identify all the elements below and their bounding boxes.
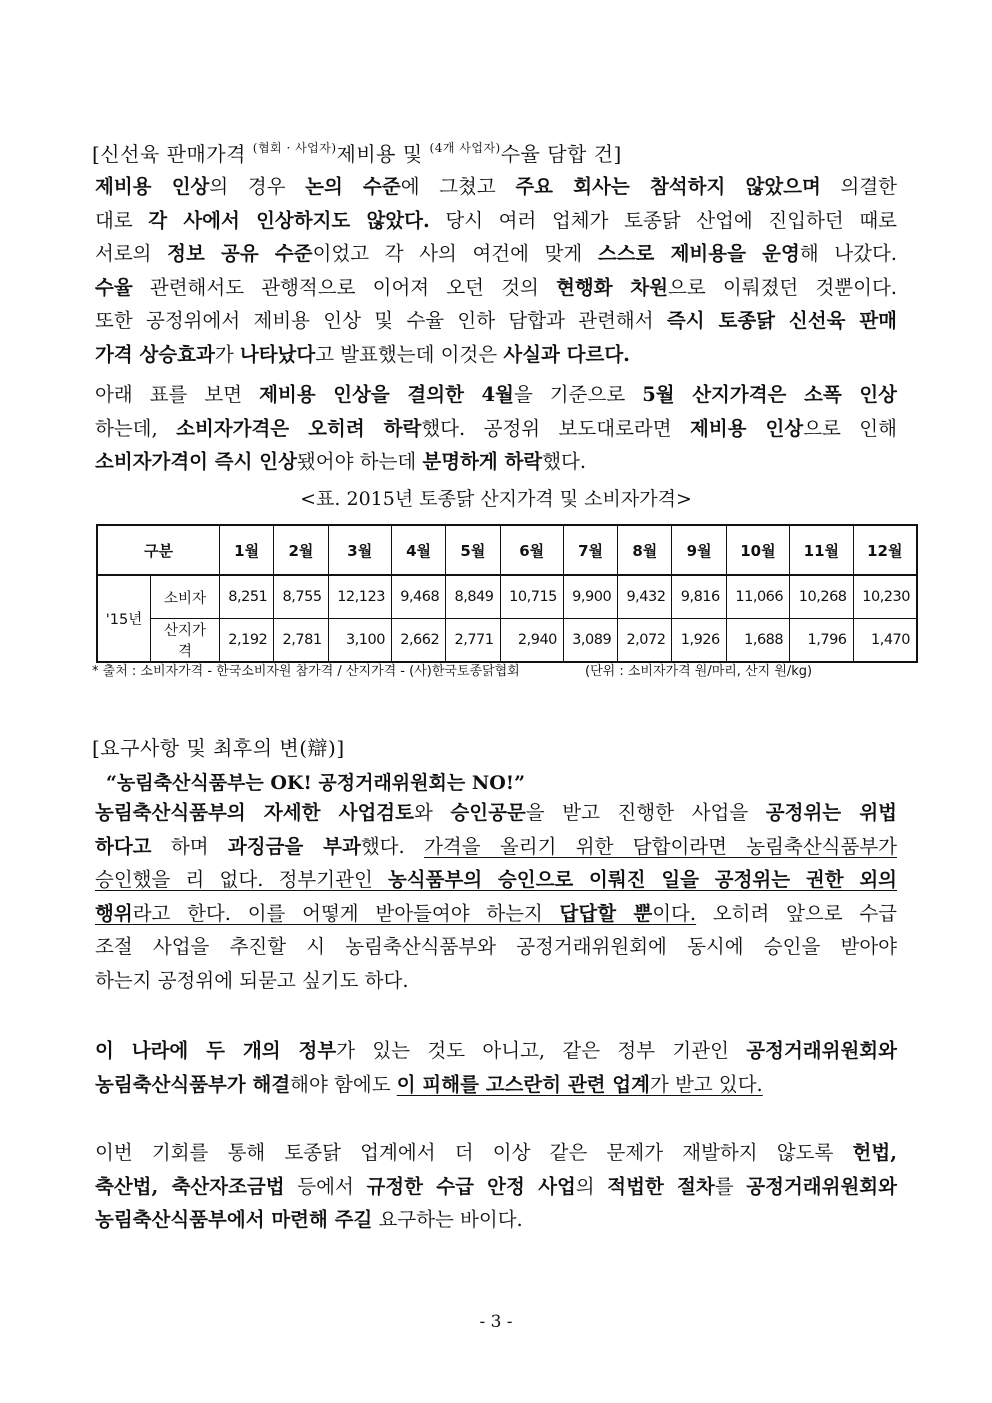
table-header-cell: 3월 <box>328 525 391 575</box>
table-cell: 3,089 <box>563 619 617 663</box>
heading-superscript: (협회 · 사업자) <box>252 141 337 155</box>
table-cell: 11,066 <box>726 575 789 619</box>
heading-text: 제비용 및 <box>336 142 423 166</box>
text-line: 대로 각 사에서 인상하지도 않았다. 당시 여러 업체가 토종닭 산업에 진입하던 때로 <box>95 208 898 232</box>
table-header-cell: 9월 <box>672 525 726 575</box>
heading-text: 수율 담합 건] <box>500 142 622 166</box>
table-cell: 9,816 <box>672 575 726 619</box>
table-header-cell: 1월 <box>220 525 274 575</box>
table-cell: 2,072 <box>618 619 672 663</box>
text-line: 수율 관련해서도 관행적으로 이어져 오던 것의 현행화 차원으로 이뤄졌던 것뿐이다. <box>95 275 897 299</box>
table-caption: <표. 2015년 토종닭 산지가격 및 소비자가격> <box>300 488 692 510</box>
table-header-cell: 구분 <box>97 525 220 575</box>
table-cell: 1,470 <box>853 619 917 663</box>
paragraph-request <box>95 1136 897 1237</box>
section-heading-cartel <box>92 138 622 167</box>
table-cell: '15년 <box>97 575 151 662</box>
table-source-note: * 출처 : 소비자가격 - 한국소비자원 참가격 / 산지가격 - (사)한국토종닭협회 <box>92 664 520 679</box>
text-line: 소비자가격이 즉시 인상됐어야 하는데 분명하게 하락했다. <box>95 450 587 474</box>
table-header-cell: 5월 <box>446 525 500 575</box>
table-header-cell: 11월 <box>790 525 853 575</box>
table-cell: 8,251 <box>220 575 274 619</box>
table-cell: 3,100 <box>328 619 391 663</box>
paragraph-table-intro <box>95 378 897 479</box>
table-cell: 10,268 <box>790 575 853 619</box>
text-line: 서로의 정보 공유 수준이었고 각 사의 여건에 맞게 스스로 제비용을 운영해 나갔다. <box>95 242 897 266</box>
paragraph-two-governments <box>95 1034 897 1101</box>
text-line: 가격 상승효과가 나타났다고 발표했는데 이것은 사실과 다르다. <box>95 342 630 366</box>
table-cell: 산지가격 <box>151 619 220 663</box>
table-header-row <box>97 525 917 575</box>
table-cell: 12,123 <box>328 575 391 619</box>
text-line: 제비용 인상의 경우 논의 수준에 그쳤고 주요 회사는 참석하지 않았으며 의결한 <box>95 175 897 198</box>
table-cell: 10,715 <box>500 575 563 619</box>
paragraph-rebuttal <box>95 170 897 372</box>
table-cell: 9,432 <box>618 575 672 619</box>
table-cell: 2,192 <box>220 619 274 663</box>
heading-superscript: (4개 사업자) <box>429 141 501 155</box>
text-line: 또한 공정위에서 제비용 인상 및 수율 인하 담합과 관련해서 즉시 토종닭 신선육 판매 <box>95 309 897 333</box>
heading-text: [신선육 판매가격 <box>92 142 246 166</box>
text-line: 하는지 공정위에 되묻고 싶기도 하다. <box>95 968 409 992</box>
table-header-cell: 7월 <box>563 525 617 575</box>
table-cell: 2,940 <box>500 619 563 663</box>
price-table <box>96 524 918 663</box>
table-header-cell: 4월 <box>391 525 445 575</box>
text-line: 농림축산식품부에서 마련해 주길 요구하는 바이다. <box>95 1208 523 1232</box>
page-number: - 3 - <box>479 1312 513 1332</box>
table-cell: 9,468 <box>391 575 445 619</box>
table-unit-note: (단위 : 소비자가격 원/마리, 산지 원/kg) <box>585 664 813 679</box>
table-header-cell: 12월 <box>853 525 917 575</box>
table-cell: 2,781 <box>274 619 328 663</box>
table-header-cell: 6월 <box>500 525 563 575</box>
table-cell: 1,926 <box>672 619 726 663</box>
text-line: 행위라고 한다. 이를 어떻게 받아들여야 하는지 답답할 뿐이다. 오히려 앞으로 수급 <box>95 901 897 925</box>
table-cell: 1,796 <box>790 619 853 663</box>
table-cell: 1,688 <box>726 619 789 663</box>
table-row <box>97 619 917 663</box>
table-header-cell: 2월 <box>274 525 328 575</box>
section-heading-demands: [요구사항 및 최후의 변(辯)] <box>92 736 345 760</box>
text-line: 승인했을 리 없다. 정부기관인 농식품부의 승인으로 이뤄진 일을 공정위는 권한 외의 <box>95 868 897 892</box>
text-line: 농림축산식품부의 자세한 사업검토와 승인공문을 받고 진행한 사업을 공정위는 위법 <box>95 801 897 824</box>
text-line: 축산법, 축산자조금법 등에서 규정한 수급 안정 사업의 적법한 절차를 공정거래위원회와 <box>95 1174 897 1198</box>
text-line: 하다고 하며 과징금을 부과했다. 가격을 올리기 위한 담합이라면 농림축산식품부가 <box>95 834 898 858</box>
table-header-cell: 8월 <box>618 525 672 575</box>
text-line: 조절 사업을 추진할 시 농림축산식품부와 공정거래위원회에 동시에 승인을 받아야 <box>95 935 897 959</box>
table-header-cell: 10월 <box>726 525 789 575</box>
table-cell: 8,755 <box>274 575 328 619</box>
table-cell: 소비자 <box>151 575 220 619</box>
table-cell: 2,771 <box>446 619 500 663</box>
text-line: 하는데, 소비자가격은 오히려 하락했다. 공정위 보도대로라면 제비용 인상으로 인해 <box>95 416 897 440</box>
table-cell: 8,849 <box>446 575 500 619</box>
slogan-quote: “농림축산식품부는 OK! 공정거래위원회는 NO!” <box>106 772 526 794</box>
table-cell: 2,662 <box>391 619 445 663</box>
text-line: 농림축산식품부가 해결해야 함에도 이 피해를 고스란히 관련 업계가 받고 있다. <box>95 1072 763 1096</box>
table-cell: 10,230 <box>853 575 917 619</box>
table-row <box>97 575 917 619</box>
text-line: 아래 표를 보면 제비용 인상을 결의한 4월을 기준으로 5월 산지가격은 소폭 인상 <box>95 383 897 406</box>
text-line: 이번 기회를 통해 토종닭 업계에서 더 이상 같은 문제가 재발하지 않도록 헌법, <box>95 1141 897 1164</box>
paragraph-approval <box>95 796 897 998</box>
table-cell: 9,900 <box>563 575 617 619</box>
text-line: 이 나라에 두 개의 정부가 있는 것도 아니고, 같은 정부 기관인 공정거래위원회와 <box>95 1039 897 1062</box>
